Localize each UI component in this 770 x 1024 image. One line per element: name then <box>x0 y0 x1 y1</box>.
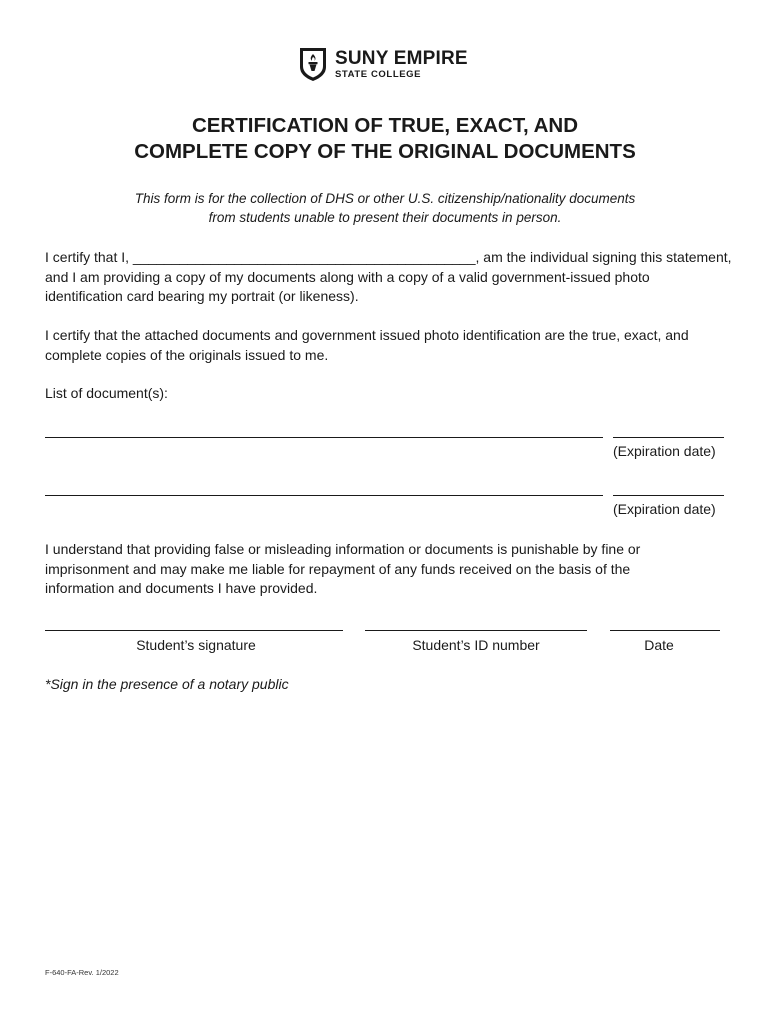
document-title-line2: COMPLETE COPY OF THE ORIGINAL DOCUMENTS <box>134 140 636 163</box>
expiration-date-line-1[interactable] <box>613 437 724 438</box>
document-title-line1: CERTIFICATION OF TRUE, EXACT, AND <box>191 114 579 137</box>
certify1-line1: I certify that I, ____________________________________________, am the individual signing this statement, <box>45 249 732 265</box>
understand-line3: information and documents I have provided. <box>45 580 318 596</box>
certify-paragraph-2 <box>45 326 735 365</box>
student-signature-label: Student’s signature <box>136 637 256 653</box>
certify1-line2: and I am providing a copy of my documents along with a copy of a valid government-issued photo <box>45 268 650 285</box>
subtitle-line1: This form is for the collection of DHS or other U.S. citizenship/nationality documents <box>134 191 636 206</box>
date-line[interactable] <box>610 630 720 631</box>
document-list-label: List of document(s): <box>45 385 168 401</box>
date-label: Date <box>644 637 674 653</box>
certify1-line3: identification card bearing my portrait (or likeness). <box>45 288 359 304</box>
student-id-line[interactable] <box>365 630 587 631</box>
document-entry-line-2[interactable] <box>45 495 603 496</box>
logo-subtitle: STATE COLLEGE <box>335 69 422 80</box>
understand-line2: imprisonment and may make me liable for repayment of any funds received on the basis of the <box>45 560 631 577</box>
understand-line1: I understand that providing false or misleading information or documents is punishable by fine or <box>45 541 641 557</box>
certify2-line2: complete copies of the originals issued to me. <box>45 346 329 363</box>
expiration-date-label-2: (Expiration date) <box>613 501 716 517</box>
logo-name: SUNY EMPIRE <box>335 48 468 69</box>
notary-note: *Sign in the presence of a notary public <box>45 676 289 692</box>
understand-paragraph <box>45 540 735 599</box>
torch-shield-icon <box>298 45 328 83</box>
student-signature-line[interactable] <box>45 630 343 631</box>
certify2-line1: I certify that the attached documents and government issued photo identification are the true, exact, and <box>45 327 689 343</box>
college-logo <box>298 45 478 85</box>
student-id-label: Student’s ID number <box>412 637 540 653</box>
form-number: F-640-FA-Rev. 1/2022 <box>45 968 119 977</box>
expiration-date-line-2[interactable] <box>613 495 724 496</box>
expiration-date-label-1: (Expiration date) <box>613 443 716 459</box>
document-entry-line-1[interactable] <box>45 437 603 438</box>
certify-paragraph-1 <box>45 248 735 307</box>
subtitle-line2: from students unable to present their documents in person. <box>208 210 562 225</box>
